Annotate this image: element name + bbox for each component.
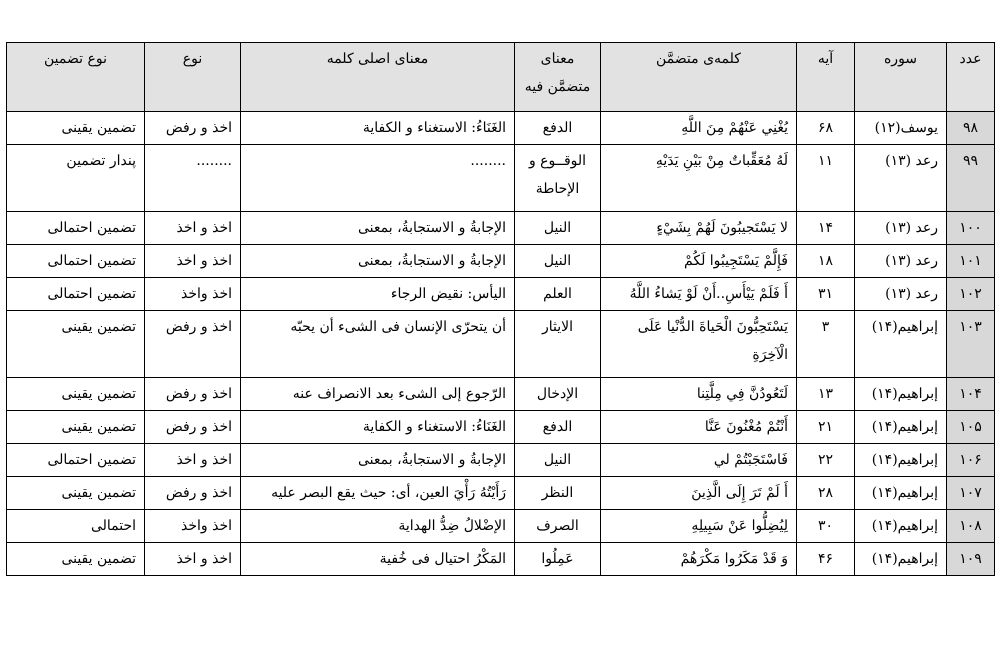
cell-type: اخذ و رفض xyxy=(145,378,241,411)
cell-tadmin-type: احتمالی xyxy=(7,510,145,543)
header-type: نوع xyxy=(145,43,241,112)
cell-word: لَهُ مُعَقِّباتٌ مِنْ بَيْنِ يَدَيْهِ xyxy=(601,145,797,212)
cell-surah: إبراهيم(۱۴) xyxy=(855,543,947,576)
cell-ayah: ۳۰ xyxy=(797,510,855,543)
cell-tadmin-type: تضمین یقینی xyxy=(7,477,145,510)
cell-original: الإجابةُ و الاستجابةُ، بمعنى xyxy=(241,212,515,245)
cell-original: ........ xyxy=(241,145,515,212)
cell-ayah: ۳۱ xyxy=(797,278,855,311)
cell-original: الرّجوع إلى الشىء بعد الانصراف عنه xyxy=(241,378,515,411)
header-original: معنای اصلی کلمه xyxy=(241,43,515,112)
cell-word: فَاسْتَجَبْتُمْ لي xyxy=(601,444,797,477)
cell-ayah: ۴۶ xyxy=(797,543,855,576)
cell-num: ۱۰۷ xyxy=(947,477,995,510)
table-row xyxy=(7,378,995,411)
cell-tadmin-type: تضمین یقینی xyxy=(7,112,145,145)
cell-meaning: العلم xyxy=(515,278,601,311)
table-row xyxy=(7,112,995,145)
cell-type: اخذ و رفض xyxy=(145,112,241,145)
cell-type: اخذ و اخذ xyxy=(145,212,241,245)
header-meaning: معنای متضمَّن فیه xyxy=(515,43,601,112)
cell-type: اخذ واخذ xyxy=(145,510,241,543)
table-row xyxy=(7,145,995,212)
header-surah: سوره xyxy=(855,43,947,112)
cell-type: اخذ و اخذ xyxy=(145,245,241,278)
table-row xyxy=(7,477,995,510)
cell-surah: إبراهيم(۱۴) xyxy=(855,510,947,543)
cell-tadmin-type: تضمین احتمالی xyxy=(7,245,145,278)
cell-surah: إبراهيم(۱۴) xyxy=(855,444,947,477)
cell-meaning: الدفع xyxy=(515,112,601,145)
cell-word: وَ قَدْ مَكَرُوا مَكْرَهُمْ xyxy=(601,543,797,576)
cell-tadmin-type: تضمین احتمالی xyxy=(7,444,145,477)
cell-meaning: الإدخال xyxy=(515,378,601,411)
cell-word: يُغْنِي عَنْهُمْ مِنَ اللَّهِ xyxy=(601,112,797,145)
cell-word: لا يَسْتَجيبُونَ لَهُمْ بِشَيْءٍ xyxy=(601,212,797,245)
cell-word: أَنْتُمْ مُغْنُونَ عَنَّا xyxy=(601,411,797,444)
cell-ayah: ۶۸ xyxy=(797,112,855,145)
cell-tadmin-type: تضمین یقینی xyxy=(7,311,145,378)
header-row xyxy=(7,43,995,112)
cell-num: ۱۰۸ xyxy=(947,510,995,543)
table-row xyxy=(7,278,995,311)
cell-meaning: النظر xyxy=(515,477,601,510)
cell-num: ۱۰۴ xyxy=(947,378,995,411)
cell-original: الغَنَاءُ: الاستغناء و الكفاية xyxy=(241,411,515,444)
cell-original: أن يتحرّى الإنسان فى الشىء أن يحبّه xyxy=(241,311,515,378)
cell-type: اخذ و اخذ xyxy=(145,543,241,576)
cell-num: ۱۰۶ xyxy=(947,444,995,477)
cell-word: أَ لَمْ تَرَ إِلَى الَّذِينَ xyxy=(601,477,797,510)
cell-type: ........ xyxy=(145,145,241,212)
cell-meaning: الوقــوع و الإحاطة xyxy=(515,145,601,212)
cell-ayah: ۱۱ xyxy=(797,145,855,212)
header-ayah: آیه xyxy=(797,43,855,112)
cell-type: اخذ و رفض xyxy=(145,411,241,444)
table-row xyxy=(7,444,995,477)
table-row xyxy=(7,510,995,543)
cell-surah: رعد (۱۳) xyxy=(855,212,947,245)
cell-ayah: ۱۴ xyxy=(797,212,855,245)
cell-type: اخذ و رفض xyxy=(145,311,241,378)
cell-tadmin-type: تضمین یقینی xyxy=(7,543,145,576)
cell-meaning: الايثار xyxy=(515,311,601,378)
table-row xyxy=(7,543,995,576)
cell-meaning: الدفع xyxy=(515,411,601,444)
table-row xyxy=(7,411,995,444)
cell-word: لِيُضِلُّوا عَنْ سَبِيلِهِ xyxy=(601,510,797,543)
cell-num: ۹۸ xyxy=(947,112,995,145)
cell-original: الإضْلالُ ضِدُّ الهداية xyxy=(241,510,515,543)
cell-tadmin-type: تضمین یقینی xyxy=(7,378,145,411)
cell-num: ۱۰۵ xyxy=(947,411,995,444)
cell-tadmin-type: تضمین احتمالی xyxy=(7,278,145,311)
cell-surah: رعد (۱۳) xyxy=(855,278,947,311)
cell-word: فَإِلَّمْ يَسْتَجِيبُوا لَكُمْ xyxy=(601,245,797,278)
cell-word: أَ فَلَمْ يَيْأَسِ..أَنْ لَوْ يَشاءُ اللَّهُ xyxy=(601,278,797,311)
cell-original: الإجابةُ و الاستجابةُ، بمعنى xyxy=(241,444,515,477)
cell-surah: إبراهيم(۱۴) xyxy=(855,378,947,411)
cell-ayah: ۱۸ xyxy=(797,245,855,278)
table-row xyxy=(7,245,995,278)
header-tadmin-type: نوع تضمین xyxy=(7,43,145,112)
cell-ayah: ۳ xyxy=(797,311,855,378)
cell-num: ۱۰۲ xyxy=(947,278,995,311)
cell-num: ۱۰۰ xyxy=(947,212,995,245)
header-num: عدد xyxy=(947,43,995,112)
cell-type: اخذ واخذ xyxy=(145,278,241,311)
cell-ayah: ۲۱ xyxy=(797,411,855,444)
cell-original: اليأس: نقيض الرجاء xyxy=(241,278,515,311)
cell-num: ۹۹ xyxy=(947,145,995,212)
cell-tadmin-type: تضمین یقینی xyxy=(7,411,145,444)
cell-meaning: الصرف xyxy=(515,510,601,543)
cell-ayah: ۲۸ xyxy=(797,477,855,510)
cell-word: يَسْتَحِبُّونَ الْحَياةَ الدُّنْيا عَلَى الْآخِرَةِ xyxy=(601,311,797,378)
cell-meaning: النيل xyxy=(515,245,601,278)
cell-type: اخذ و رفض xyxy=(145,477,241,510)
cell-surah: یوسف(۱۲) xyxy=(855,112,947,145)
cell-ayah: ۱۳ xyxy=(797,378,855,411)
cell-original: الغَنَاءُ: الاستغناء و الكفاية xyxy=(241,112,515,145)
cell-original: المَكْرُ احتيال فى خُفية xyxy=(241,543,515,576)
cell-tadmin-type: پندار تضمین xyxy=(7,145,145,212)
table-row xyxy=(7,311,995,378)
cell-original: الإجابةُ و الاستجابةُ، بمعنى xyxy=(241,245,515,278)
cell-meaning: النيل xyxy=(515,212,601,245)
header-word: کلمه‌ی متضمَّن xyxy=(601,43,797,112)
table-row xyxy=(7,212,995,245)
cell-original: رَأَيْتُهُ رَأْيَ العين، أى: حيث يقع البصر عليه xyxy=(241,477,515,510)
cell-surah: إبراهيم(۱۴) xyxy=(855,311,947,378)
cell-surah: رعد (۱۳) xyxy=(855,145,947,212)
cell-meaning: النيل xyxy=(515,444,601,477)
cell-num: ۱۰۳ xyxy=(947,311,995,378)
cell-type: اخذ و اخذ xyxy=(145,444,241,477)
cell-surah: إبراهيم(۱۴) xyxy=(855,411,947,444)
cell-meaning: عَمِلُوا xyxy=(515,543,601,576)
cell-tadmin-type: تضمین احتمالی xyxy=(7,212,145,245)
cell-ayah: ۲۲ xyxy=(797,444,855,477)
tadmin-table xyxy=(6,42,995,576)
cell-num: ۱۰۱ xyxy=(947,245,995,278)
cell-word: لَتَعُودُنَّ فِي مِلَّتِنا xyxy=(601,378,797,411)
cell-surah: إبراهيم(۱۴) xyxy=(855,477,947,510)
cell-surah: رعد (۱۳) xyxy=(855,245,947,278)
cell-num: ۱۰۹ xyxy=(947,543,995,576)
